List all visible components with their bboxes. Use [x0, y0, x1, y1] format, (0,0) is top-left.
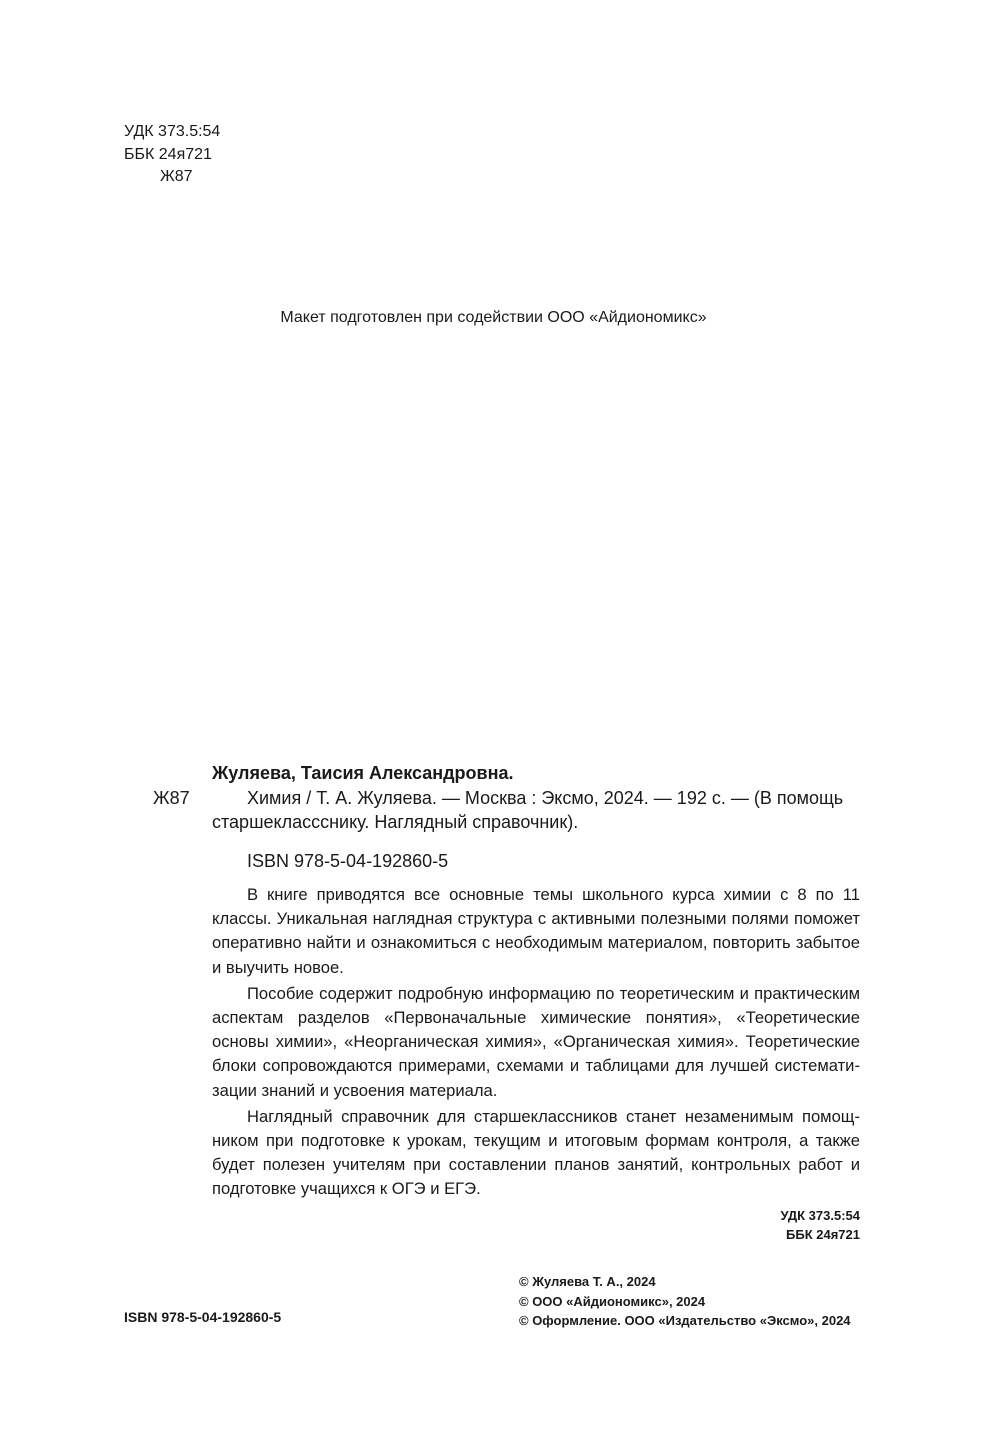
bbk-code: ББК 24я721: [124, 145, 212, 163]
author-mark-code: Ж87: [160, 168, 193, 185]
top-classification-codes: [124, 121, 220, 189]
abstract-paragraph-3: Наглядный справочник для старшеклассников станет незаменимым помощником при подготовке к урокам, текущим и итоговым формам контроля, а также будет полезен учителям при составлении планов занятий, контрольных работ и подготовке учащихся к ОГЭ и ЕГЭ.: [212, 1106, 860, 1199]
copyright-design: © Оформление. ООО «Издательство «Эксмо», 2024: [519, 1313, 851, 1328]
abstract-paragraph-1: В книге приводятся все основные темы школьного курса химии с 8 по 11 классы. Уникальная наглядная структура с активными полезными полями поможет оперативно найти и ознакомиться с необходимым материалом, повторить забытое и выучить новое.: [212, 885, 860, 977]
isbn-footer: ISBN 978-5-04-192860-5: [124, 1309, 282, 1325]
copyright-company: © ООО «Айдиономикс», 2024: [519, 1293, 706, 1309]
layout-note: Макет подготовлен при содействии ООО «Айдиономикс»: [280, 309, 707, 326]
abstract-paragraph-2: Пособие содержит подробную информацию по теоретическим и практическим аспектам разделов «Первоначальные химические понятия», «Теоретические основы химии», «Неорганическая химия», «Органическая химия». Теоретические блоки сопровождаются примерами, схемами и таблицами для лучшей систематизации знаний и усвоения материала.: [212, 983, 860, 1100]
bbk-code-bold: ББК 24я721: [786, 1227, 860, 1242]
record-author: Жуляева, Таисия Александровна.: [212, 763, 514, 783]
abstract: [212, 883, 860, 1202]
udk-code-bold: УДК 373.5:54: [780, 1208, 860, 1223]
record-citation: [212, 786, 860, 834]
citation-line-1: Химия / Т. А. Жуляева. — Москва : Эксмо, 2024. — 192 с. — (В помощь: [247, 788, 844, 808]
record-isbn: ISBN 978-5-04-192860-5: [247, 851, 449, 871]
copyright-block: [519, 1272, 851, 1331]
copyright-author: © Жуляева Т. А., 2024: [519, 1274, 656, 1289]
classification-codes: [780, 1206, 860, 1244]
udk-code: УДК 373.5:54: [124, 123, 221, 140]
citation-line-2: старшеклассснику. Наглядный справочник).: [212, 812, 579, 832]
record-author-mark: Ж87: [153, 788, 190, 808]
